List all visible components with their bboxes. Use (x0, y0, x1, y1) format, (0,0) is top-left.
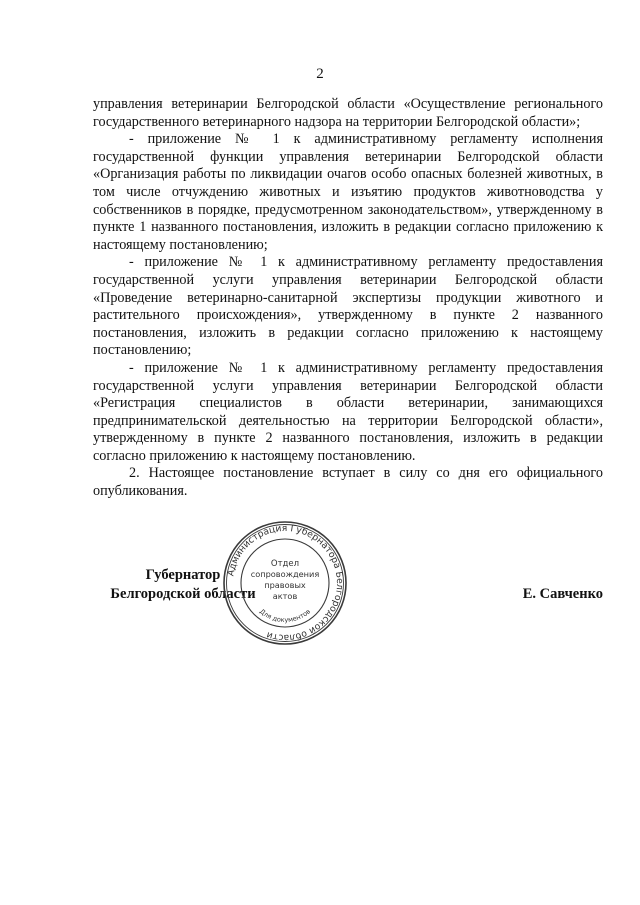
stamp-inner-line1: Отдел (270, 559, 300, 569)
official-stamp (222, 520, 348, 646)
signatory-title-line2: Белгородской области (110, 586, 256, 602)
stamp-ring-text: Администрация Губернатора Белгородской области (225, 522, 346, 644)
paragraph-appendix-1: - приложение № 1 к административному регламенту исполнения государственной функции управления ветеринарии Белгородской области «Организация работы по ликвидации очагов особо опасных болезней животных, в том числе отчуждению животных и изъятию продуктов животноводства у собственников в порядке, предусмотренном законодательством», утвержденному в пункте 1 названного постановления, изложить в редакции согласно приложению к настоящему постановлению; (93, 131, 603, 253)
signature-block (93, 566, 603, 626)
stamp-inner-line4: актов (272, 591, 298, 601)
stamp-bottom-text: Для документов (257, 607, 313, 625)
signatory-name: Е. Савченко (522, 586, 603, 602)
signatory-title-line1: Губернатор (145, 567, 221, 583)
stamp-seal-icon (222, 520, 348, 646)
stamp-inner-line3: правовых (264, 580, 306, 590)
stamp-inner-line2: сопровождения (250, 569, 320, 579)
paragraph-appendix-2: - приложение № 1 к административному регламенту предоставления государственной услуги управления ветеринарии Белгородской области «Проведение ветеринарно-санитарной экспертизы продукции животного и растительного происхождения», утвержденному в пункте 2 названного постановления, изложить в редакции согласно приложению к настоящему постановлению; (93, 254, 603, 359)
paragraph-continuation: управления ветеринарии Белгородской области «Осуществление регионального государственного ветеринарного надзора на территории Белгородской области»; (93, 96, 603, 130)
page-number: 2 (316, 66, 324, 82)
paragraph-appendix-3: - приложение № 1 к административному регламенту предоставления государственной услуги управления ветеринарии Белгородской области «Регистрация специалистов в области ветеринарии, занимающихся предпринимательской деятельностью на территории Белгородской области», утвержденному в пункте 2 названного постановления, изложить в редакции согласно приложению к настоящему постановлению. (93, 359, 603, 464)
document-body (93, 96, 603, 501)
paragraph-effective-date: 2. Настоящее постановление вступает в силу со дня его официального опубликования. (93, 465, 603, 500)
